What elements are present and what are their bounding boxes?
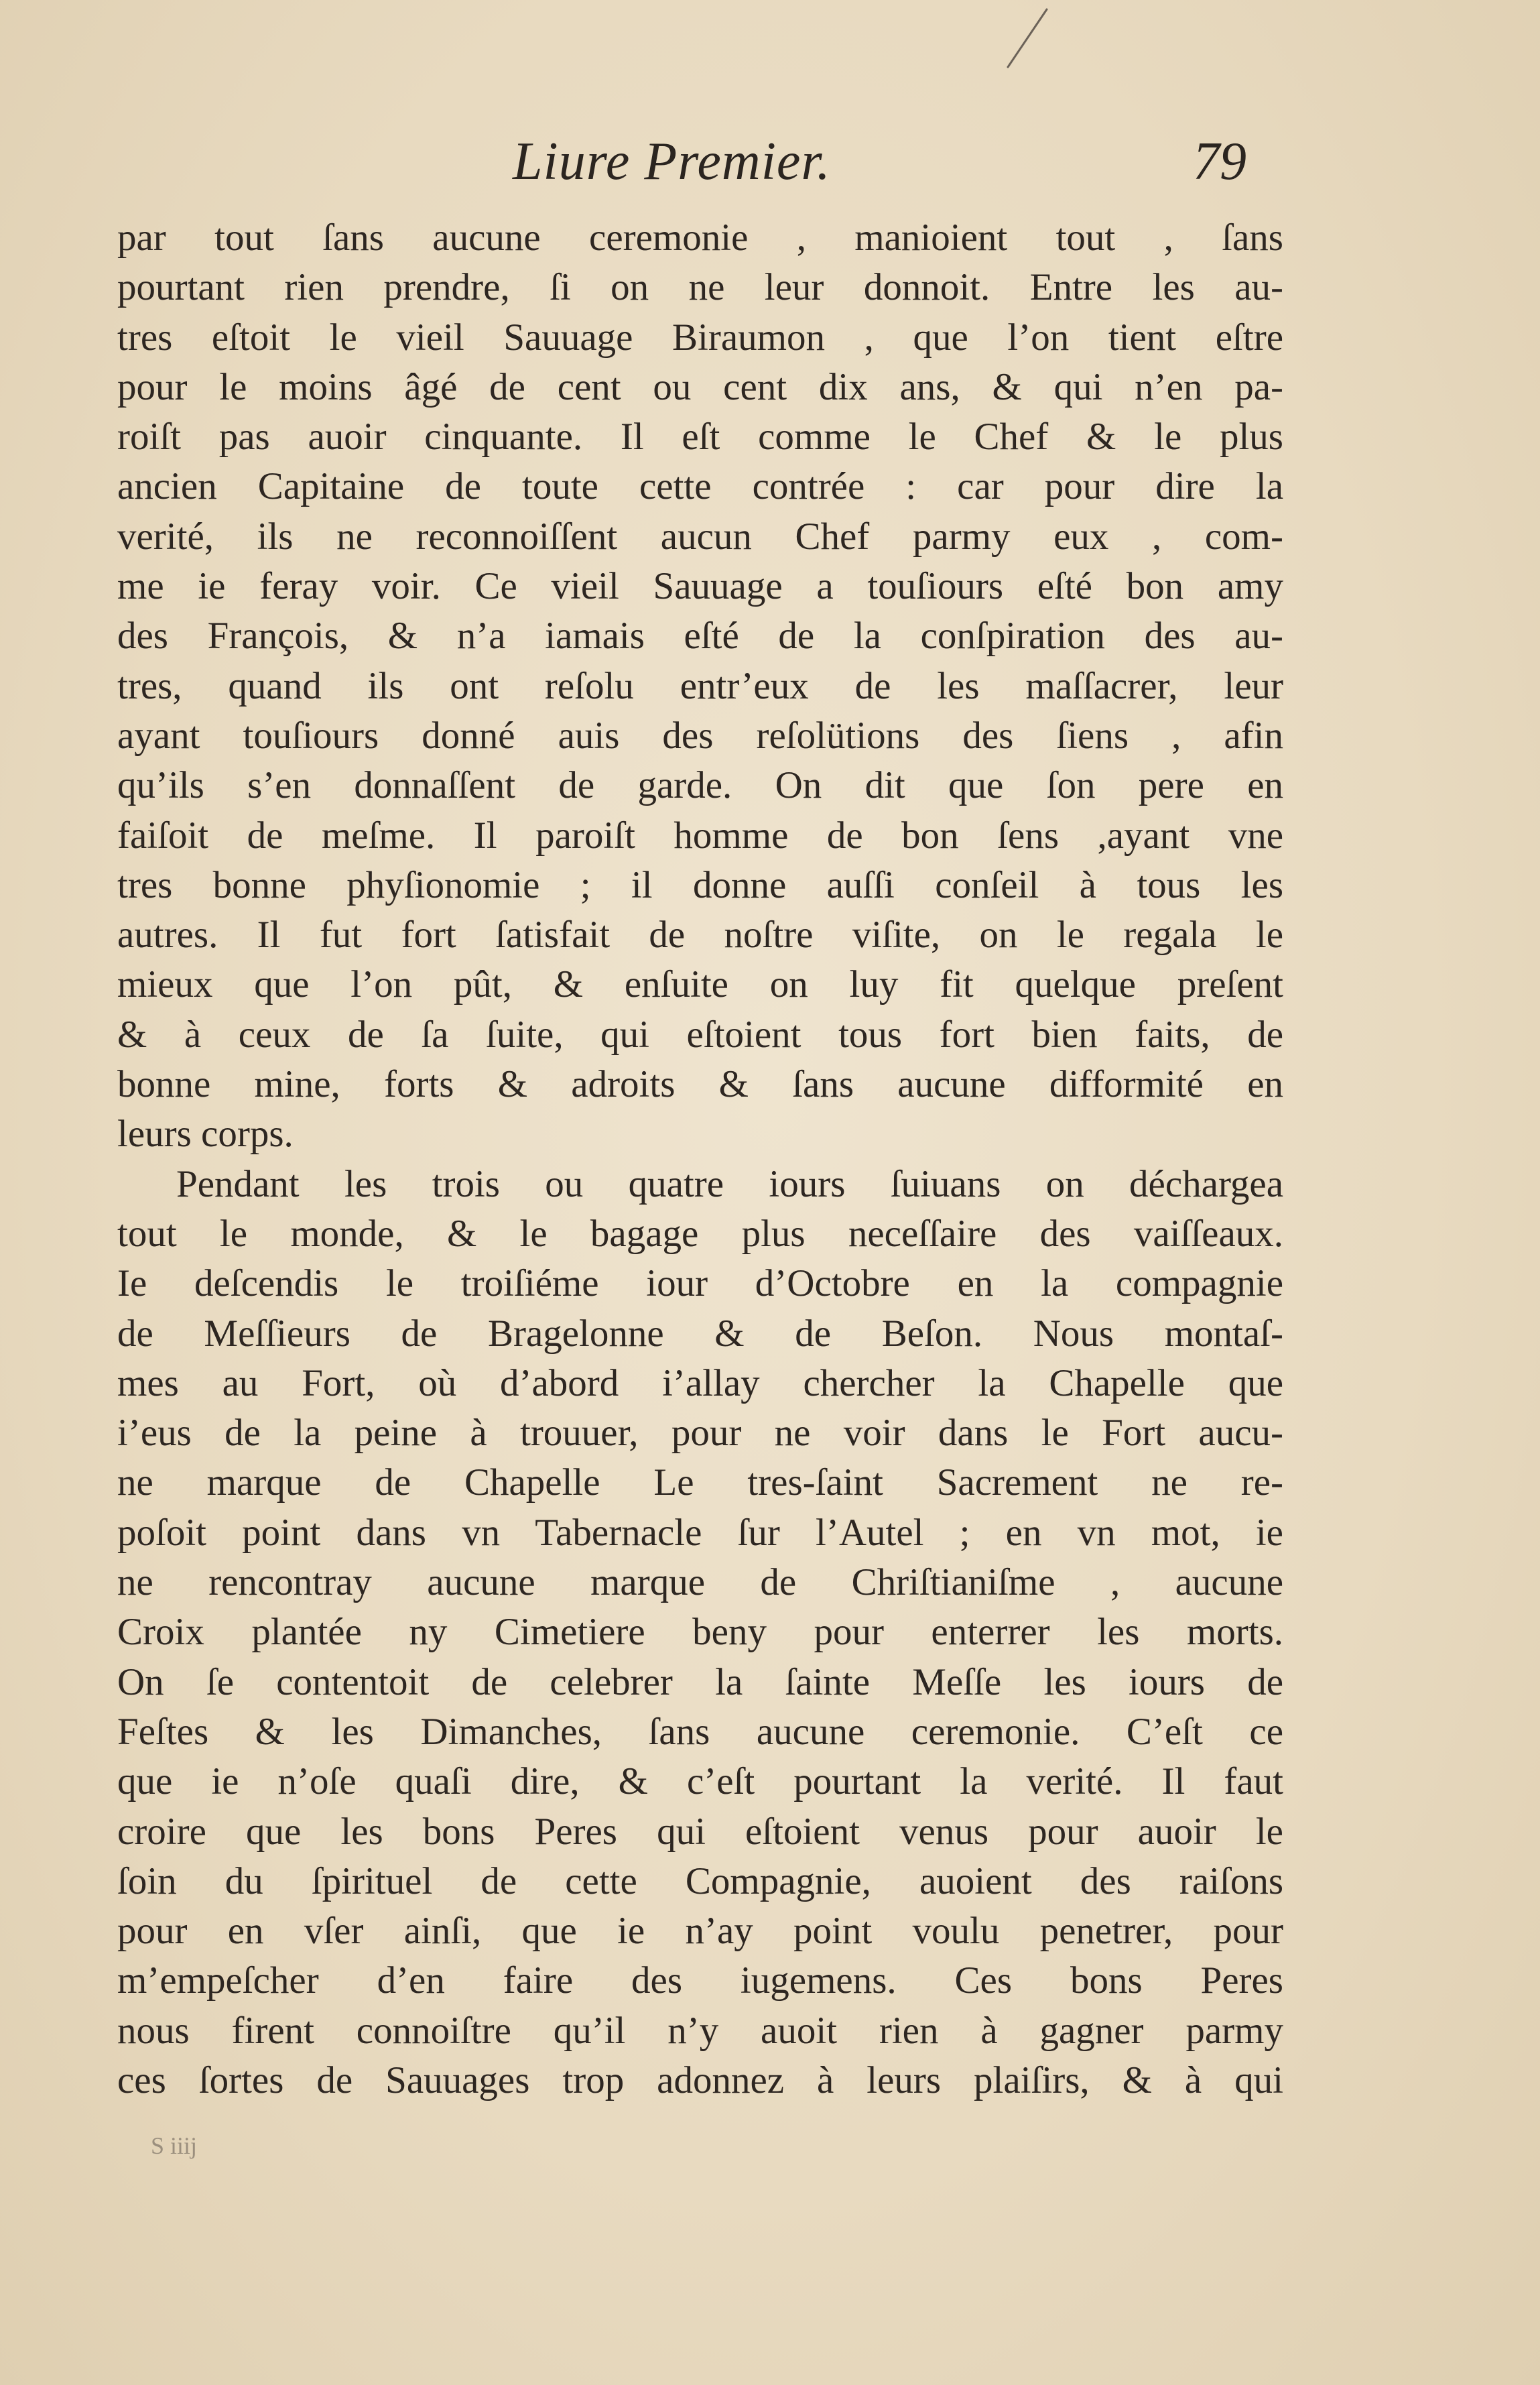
text-line: Croix plantée ny Cimetiere beny pour enterrer les morts. xyxy=(117,1611,1283,1654)
signature-mark: S iiij xyxy=(151,2132,198,2159)
text-line: tres, quand ils ont reſolu entr’eux de les maſſacrer, leur xyxy=(117,664,1283,707)
text-line: poſoit point dans vn Tabernacle ſur l’Autel ; en vn mot, ie xyxy=(117,1511,1283,1554)
text-line: Feſtes & les Dimanches, ſans aucune ceremonie. C’eſt ce xyxy=(117,1710,1283,1753)
text-line: ſoin du ſpirituel de cette Compagnie, auoient des raiſons xyxy=(117,1859,1283,1902)
text-line: Ie deſcendis le troiſiéme iour d’Octobre en la compagnie xyxy=(117,1262,1283,1305)
text-line: des François, & n’a iamais eſté de la conſpiration des au- xyxy=(117,615,1283,658)
page-number: 79 xyxy=(1193,132,1246,191)
text-line: On ſe contentoit de celebrer la ſainte Meſſe les iours de xyxy=(117,1660,1283,1703)
text-line: ne rencontray aucune marque de Chriſtianiſme , aucune xyxy=(117,1561,1283,1604)
text-line: par tout ſans aucune ceremonie , manioient tout , ſans xyxy=(117,217,1283,259)
body-text xyxy=(117,213,1283,2105)
text-line: autres. Il fut fort ſatisfait de noſtre viſite, on le regala le xyxy=(117,914,1283,957)
pencil-stroke-mark xyxy=(999,7,1052,70)
text-line: que ie n’oſe quaſi dire, & c’eſt pourtant la verité. Il faut xyxy=(117,1760,1283,1803)
text-line: bonne mine, forts & adroits & ſans aucune difformité en xyxy=(117,1063,1283,1106)
text-line: pour en vſer ainſi, que ie n’ay point voulu penetrer, pour xyxy=(117,1910,1283,1953)
text-line: tout le monde, & le bagage plus neceſſaire des vaiſſeaux. xyxy=(117,1212,1283,1255)
running-title: Liure Premier. xyxy=(513,132,831,191)
text-line: ayant touſiours donné auis des reſolütions des ſiens , afin xyxy=(117,714,1283,757)
text-line: ces ſortes de Sauuages trop adonnez à leurs plaiſirs, & à qui xyxy=(117,2059,1283,2101)
text-line: faiſoit de meſme. Il paroiſt homme de bon ſens ,ayant vne xyxy=(117,814,1283,857)
text-line: & à ceux de ſa ſuite, qui eſtoient tous fort bien faits, de xyxy=(117,1013,1283,1056)
text-line: roiſt pas auoir cinquante. Il eſt comme le Chef & le plus xyxy=(117,416,1283,458)
text-line: mieux que l’on pût, & enſuite on luy fit quelque preſent xyxy=(117,963,1283,1006)
paragraph-end-line: leurs corps. xyxy=(117,1113,294,1156)
text-line: nous firent connoiſtre qu’il n’y auoit rien à gagner parmy xyxy=(117,2009,1283,2052)
text-line: mes au Fort, où d’abord i’allay chercher la Chapelle que xyxy=(117,1361,1283,1404)
page-header xyxy=(0,131,1540,192)
text-line: pour le moins âgé de cent ou cent dix ans, & qui n’en pa- xyxy=(117,365,1283,408)
paragraph-start-line: Pendant les trois ou quatre iours ſuiuans on déchargea xyxy=(176,1162,1283,1205)
text-line: ne marque de Chapelle Le tres-ſaint Sacrement ne re- xyxy=(117,1461,1283,1504)
text-line: de Meſſieurs de Bragelonne & de Beſon. Nous montaſ- xyxy=(117,1312,1283,1355)
text-line: qu’ils s’en donnaſſent de garde. On dit que ſon pere en xyxy=(117,764,1283,807)
text-line: verité, ils ne reconnoiſſent aucun Chef parmy eux , com- xyxy=(117,515,1283,558)
text-line: tres eſtoit le vieil Sauuage Biraumon , que l’on tient eſtre xyxy=(117,316,1283,359)
text-line: ancien Capitaine de toute cette contrée : car pour dire la xyxy=(117,465,1283,508)
text-line: croire que les bons Peres qui eſtoient venus pour auoir le xyxy=(117,1810,1283,1853)
text-line: tres bonne phyſionomie ; il donne auſſi conſeil à tous les xyxy=(117,863,1283,906)
text-line: me ie feray voir. Ce vieil Sauuage a touſiours eſté bon amy xyxy=(117,565,1283,608)
text-line: i’eus de la peine à trouuer, pour ne voir dans le Fort aucu- xyxy=(117,1412,1283,1455)
text-line: m’empeſcher d’en faire des iugemens. Ces bons Peres xyxy=(117,1959,1283,2002)
text-line: pourtant rien prendre, ſi on ne leur donnoit. Entre les au- xyxy=(117,266,1283,309)
